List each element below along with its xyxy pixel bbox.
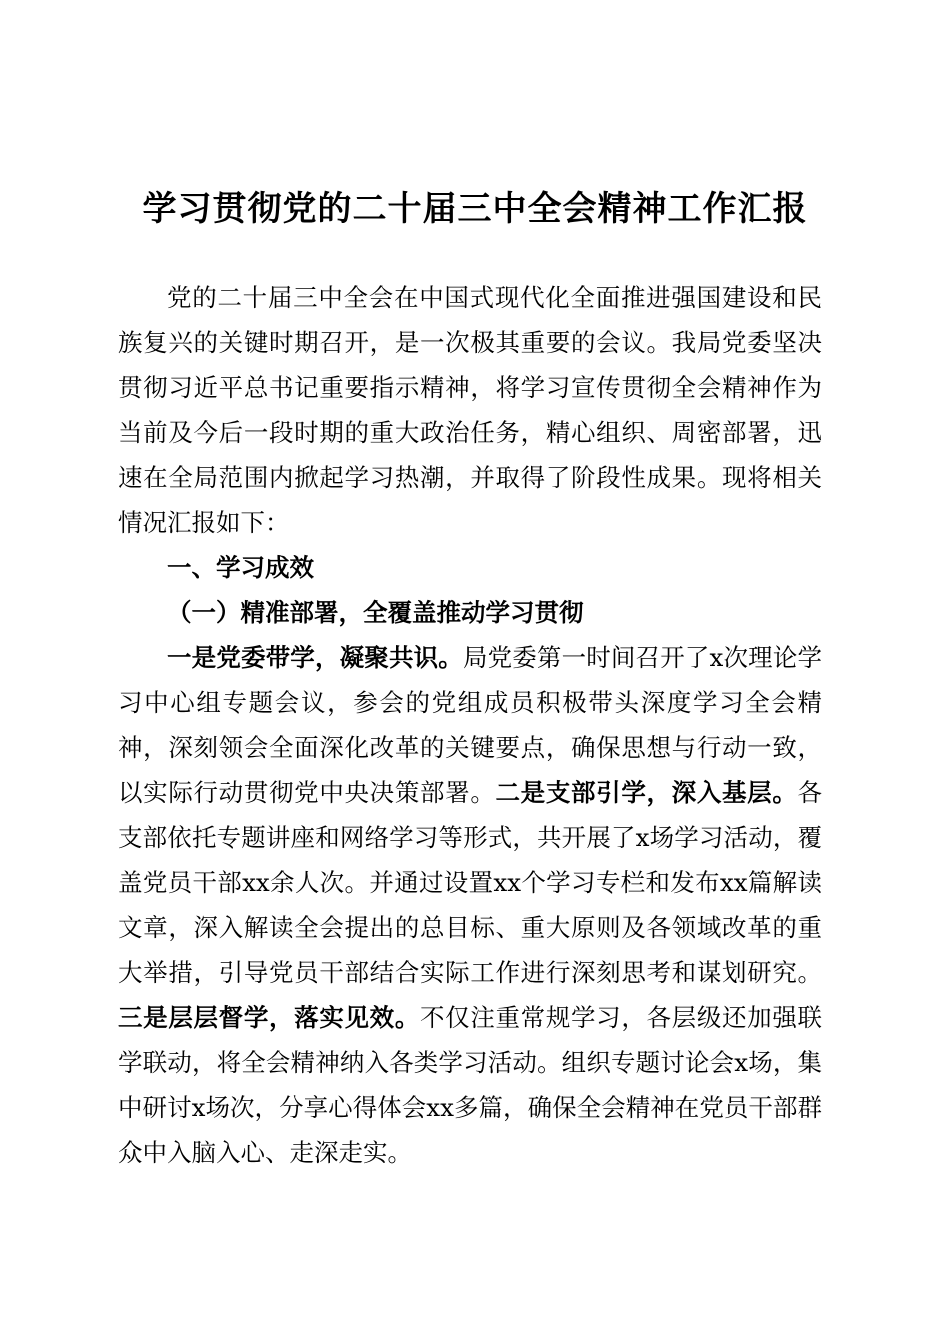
point-2-lead: 二是支部引学，深入基层。 [495, 778, 798, 807]
point-3-lead: 三是层层督学，落实见效。 [118, 1003, 420, 1032]
subsection-heading-1: （一）精准部署，全覆盖推动学习贯彻 [167, 598, 584, 627]
point-1-text: 局党委第一时间召开了x次理论学习中心组专题会议，参会的党组成员积极带头深度学习全会精神，深刻领会全面深化改革的关键要点，确保思想与行动一致，以实际行动贯彻党中央决策部署。 [118, 643, 822, 807]
points-paragraph [118, 635, 822, 1175]
point-2-text: 各支部依托专题讲座和网络学习等形式，共开展了x场学习活动，覆盖党员干部xx余人次。并通过设置xx个学习专栏和发布xx篇解读文章，深入解读全会提出的总目标、重大原则及各领域改革的重大举措，引导党员干部结合实际工作进行深刻思考和谋划研究。 [118, 778, 822, 987]
point-3-text: 不仅注重常规学习，各层级还加强联学联动，将全会精神纳入各类学习活动。组织专题讨论会x场，集中研讨x场次，分享心得体会xx多篇，确保全会精神在党员干部群众中入脑入心、走深走实。 [118, 1003, 822, 1167]
intro-paragraph: 党的二十届三中全会在中国式现代化全面推进强国建设和民族复兴的关键时期召开，是一次极其重要的会议。我局党委坚决贯彻习近平总书记重要指示精神，将学习宣传贯彻全会精神作为当前及今后一段时期的重大政治任务，精心组织、周密部署，迅速在全局范围内掀起学习热潮，并取得了阶段性成果。现将相关情况汇报如下： [118, 283, 822, 537]
point-1-lead: 一是党委带学，凝聚共识。 [167, 643, 463, 672]
document-title: 学习贯彻党的二十届三中全会精神工作汇报 [142, 189, 808, 229]
section-heading-1: 一、学习成效 [167, 553, 314, 582]
document-body [118, 275, 822, 1175]
